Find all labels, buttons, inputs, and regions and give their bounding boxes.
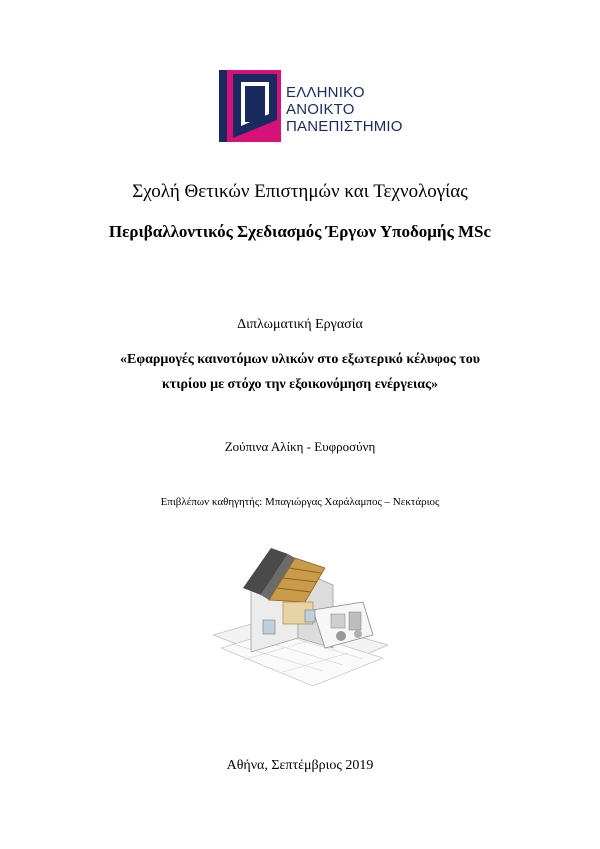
- thesis-title: [0, 347, 600, 397]
- logo-line-3: ΠΑΝΕΠΙΣΤΗΜΙΟ: [286, 118, 403, 135]
- thesis-type-label: Διπλωματική Εργασία: [237, 317, 363, 332]
- school-name: Σχολή Θετικών Επιστημών και Τεχνολογίας: [132, 181, 468, 202]
- university-logo-text: [286, 84, 403, 135]
- logo-line-1: ΕΛΛΗΝΙΚΟ: [286, 84, 365, 101]
- house-illustration: [213, 540, 388, 690]
- thesis-title-line-1: «Εφαρμογές καινοτόμων υλικών στο εξωτερικό κέλυφος του: [120, 352, 480, 367]
- supervisor-line: Επιβλέπων καθηγητής: Μπαγιώργας Χαράλαμπος – Νεκτάριος: [160, 496, 440, 508]
- program-name: Περιβαλλοντικός Σχεδιασμός Έργων Υποδομής MSc: [108, 222, 492, 241]
- logo-line-2: ΑΝΟΙΚΤΟ: [286, 101, 355, 118]
- university-logo-mark: [219, 70, 281, 142]
- university-logo: [219, 70, 404, 144]
- date-location: Αθήνα, Σεπτέμβριος 2019: [226, 758, 374, 773]
- thesis-title-line-2: κτιρίου με στόχο την εξοικονόμηση ενέργειας»: [161, 377, 439, 392]
- author-name: Ζούπινα Αλίκη - Ευφροσύνη: [224, 439, 376, 454]
